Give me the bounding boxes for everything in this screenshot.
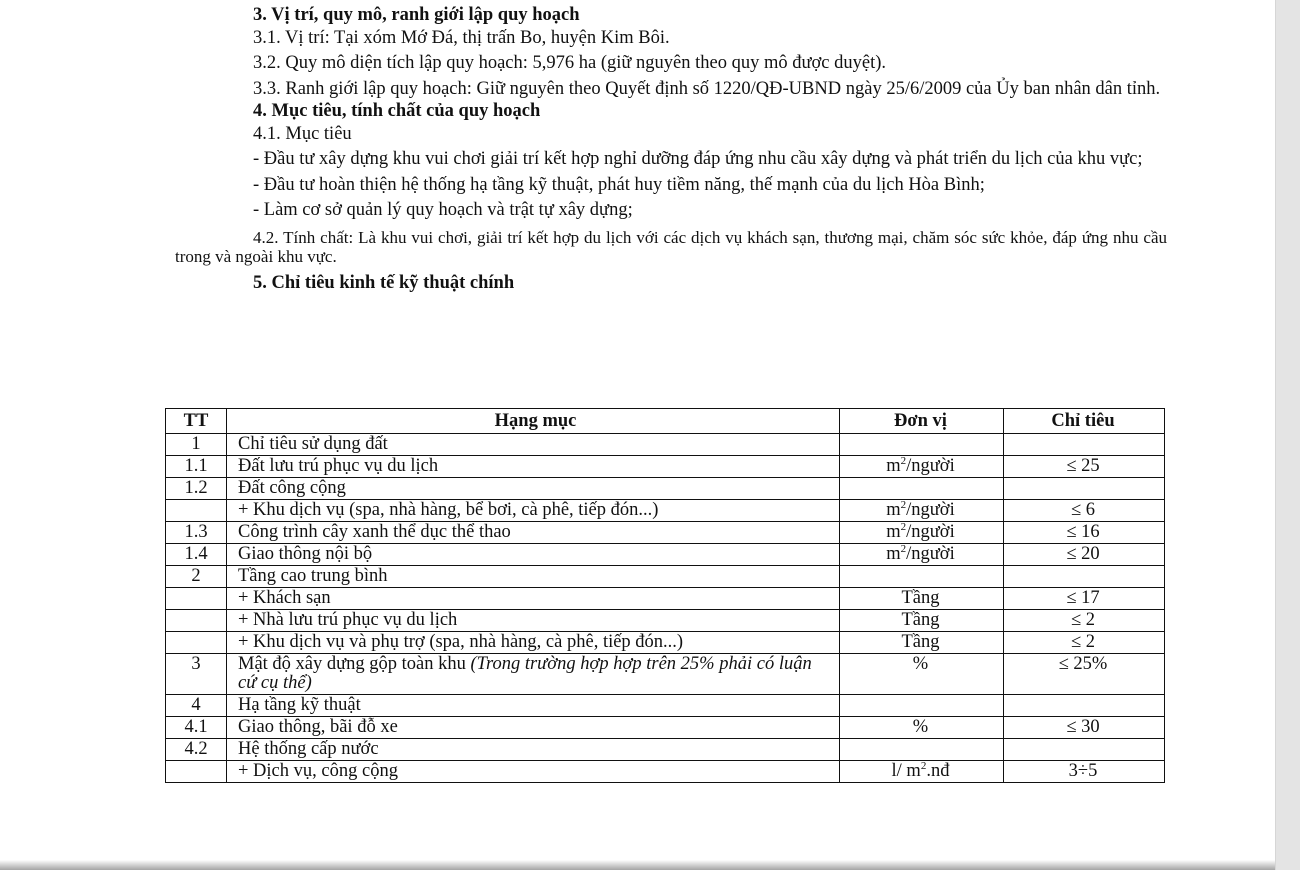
cell-item-text: Tầng cao trung bình xyxy=(238,566,388,586)
cell-item-text: Giao thông, bãi đỗ xe xyxy=(238,717,398,737)
cell-item xyxy=(227,478,840,500)
cell-value xyxy=(1004,739,1165,761)
cell-item-text: Giao thông nội bộ xyxy=(238,544,373,564)
cell-unit xyxy=(840,500,1004,522)
cell-unit-base: Tầng xyxy=(901,588,940,608)
cell-tt: 3 xyxy=(166,654,227,695)
cell-unit-base: % xyxy=(912,717,929,737)
bullet-goal-3: - Làm cơ sở quản lý quy hoạch và trật tự xây dựng; xyxy=(253,200,633,220)
cell-item-text: Chỉ tiêu sử dụng đất xyxy=(238,434,388,454)
cell-tt: 1.1 xyxy=(166,456,227,478)
table-row xyxy=(166,588,1165,610)
cell-unit-superscript: 2 xyxy=(900,542,907,555)
header-unit: Đơn vị xyxy=(840,409,1004,434)
cell-item xyxy=(227,566,840,588)
cell-unit xyxy=(840,695,1004,717)
cell-unit xyxy=(840,434,1004,456)
table-row xyxy=(166,456,1165,478)
table-row xyxy=(166,544,1165,566)
table-row xyxy=(166,566,1165,588)
cell-value: ≤ 6 xyxy=(1004,500,1165,522)
cell-item-text: Hệ thống cấp nước xyxy=(238,739,379,759)
cell-tt: 2 xyxy=(166,566,227,588)
cell-item xyxy=(227,522,840,544)
cell-item xyxy=(227,456,840,478)
cell-tt xyxy=(166,500,227,522)
cell-item xyxy=(227,588,840,610)
cell-unit-base: m xyxy=(886,456,901,476)
section-heading-4: 4. Mục tiêu, tính chất của quy hoạch xyxy=(253,101,541,121)
cell-item xyxy=(227,544,840,566)
table-row xyxy=(166,632,1165,654)
vertical-scrollbar[interactable] xyxy=(1275,0,1300,870)
cell-item-text: + Khách sạn xyxy=(238,588,331,608)
cell-tt xyxy=(166,588,227,610)
cell-tt: 1.2 xyxy=(166,478,227,500)
cell-unit xyxy=(840,544,1004,566)
cell-unit-superscript: 2 xyxy=(900,498,907,511)
cell-value: ≤ 30 xyxy=(1004,717,1165,739)
table-row xyxy=(166,717,1165,739)
cell-tt xyxy=(166,632,227,654)
page-edge-shadow xyxy=(0,860,1275,870)
header-item: Hạng mục xyxy=(227,409,840,434)
cell-item-text: + Khu dịch vụ (spa, nhà hàng, bể bơi, cà phê, tiếp đón...) xyxy=(238,500,659,520)
cell-value xyxy=(1004,566,1165,588)
cell-item-text: Công trình cây xanh thể dục thể thao xyxy=(238,522,511,542)
table-header-row xyxy=(166,409,1165,434)
cell-unit-base: l/ m xyxy=(891,761,921,781)
paragraph-3-1: 3.1. Vị trí: Tại xóm Mớ Đá, thị trấn Bo, huyện Kim Bôi. xyxy=(253,27,670,48)
paragraph-4-1: 4.1. Mục tiêu xyxy=(253,123,352,144)
cell-tt: 4.2 xyxy=(166,739,227,761)
cell-tt: 1.4 xyxy=(166,544,227,566)
cell-item-text: Mật độ xây dựng gộp toàn khu xyxy=(238,654,471,674)
cell-unit xyxy=(840,610,1004,632)
cell-value xyxy=(1004,695,1165,717)
cell-unit-tail: /người xyxy=(906,500,955,520)
cell-value: ≤ 2 xyxy=(1004,632,1165,654)
cell-unit-base: m xyxy=(886,522,901,542)
table-row xyxy=(166,478,1165,500)
cell-value xyxy=(1004,478,1165,500)
cell-tt: 4 xyxy=(166,695,227,717)
cell-unit xyxy=(840,632,1004,654)
cell-unit-base: % xyxy=(912,654,929,674)
cell-unit-base: m xyxy=(886,500,901,520)
cell-item-text: + Nhà lưu trú phục vụ du lịch xyxy=(238,610,458,630)
cell-item xyxy=(227,632,840,654)
table-row xyxy=(166,610,1165,632)
cell-item xyxy=(227,739,840,761)
cell-item xyxy=(227,610,840,632)
cell-item-text: + Dịch vụ, công cộng xyxy=(238,761,398,781)
cell-unit-tail: /người xyxy=(906,522,955,542)
cell-tt: 4.1 xyxy=(166,717,227,739)
cell-unit xyxy=(840,761,1004,783)
section-heading-3: 3. Vị trí, quy mô, ranh giới lập quy hoạch xyxy=(253,5,580,25)
cell-value: ≤ 2 xyxy=(1004,610,1165,632)
table-row xyxy=(166,695,1165,717)
cell-unit xyxy=(840,717,1004,739)
cell-unit-tail: .nđ xyxy=(926,761,950,781)
cell-unit xyxy=(840,566,1004,588)
cell-unit xyxy=(840,522,1004,544)
header-tt: TT xyxy=(166,409,227,434)
cell-value: 3÷5 xyxy=(1004,761,1165,783)
cell-value xyxy=(1004,434,1165,456)
table-row xyxy=(166,434,1165,456)
paragraph-3-3: 3.3. Ranh giới lập quy hoạch: Giữ nguyên theo Quyết định số 1220/QĐ-UBND ngày 25/6/2009 của Ủy ban nhân dân tỉnh. xyxy=(253,78,1161,99)
cell-item-note: (Trong trường hợp hợp trên 25% phải có luận cứ cụ thể) xyxy=(238,654,812,693)
cell-unit-superscript: 2 xyxy=(920,759,927,772)
cell-unit-base: Tầng xyxy=(901,610,940,630)
cell-unit-superscript: 2 xyxy=(900,454,907,467)
cell-unit-tail: /người xyxy=(906,456,955,476)
cell-tt: 1 xyxy=(166,434,227,456)
header-value: Chỉ tiêu xyxy=(1004,409,1165,434)
cell-value: ≤ 20 xyxy=(1004,544,1165,566)
table-body xyxy=(166,434,1165,783)
cell-value: ≤ 25 xyxy=(1004,456,1165,478)
bullet-goal-1: - Đầu tư xây dựng khu vui chơi giải trí kết hợp nghỉ dưỡng đáp ứng nhu cầu xây dựng và phát triển du lịch của khu vực; xyxy=(253,149,1143,169)
cell-value: ≤ 25% xyxy=(1004,654,1165,695)
technical-indicators-table xyxy=(165,408,1165,783)
cell-unit-superscript: 2 xyxy=(900,520,907,533)
cell-unit xyxy=(840,588,1004,610)
cell-item xyxy=(227,695,840,717)
cell-unit xyxy=(840,456,1004,478)
cell-item-text: Hạ tầng kỹ thuật xyxy=(238,695,361,715)
cell-item xyxy=(227,434,840,456)
table-row xyxy=(166,522,1165,544)
paragraph-4-2: 4.2. Tính chất: Là khu vui chơi, giải trí kết hợp du lịch với các dịch vụ khách sạn, thương mại, chăm sóc sức khỏe, đáp ứng nhu cầu trong và ngoài khu vực. xyxy=(175,227,1167,266)
table-row xyxy=(166,739,1165,761)
cell-item-text: Đất lưu trú phục vụ du lịch xyxy=(238,456,439,476)
cell-unit xyxy=(840,654,1004,695)
section-heading-5: 5. Chỉ tiêu kinh tế kỹ thuật chính xyxy=(253,272,515,293)
table-row xyxy=(166,500,1165,522)
document-text xyxy=(175,4,1167,294)
cell-item-text: + Khu dịch vụ và phụ trợ (spa, nhà hàng, cà phê, tiếp đón...) xyxy=(238,632,684,652)
table-row xyxy=(166,654,1165,695)
cell-unit-tail: /người xyxy=(906,544,955,564)
cell-unit-base: m xyxy=(886,544,901,564)
paragraph-3-2: 3.2. Quy mô diện tích lập quy hoạch: 5,976 ha (giữ nguyên theo quy mô được duyệt). xyxy=(253,53,887,73)
cell-unit xyxy=(840,739,1004,761)
cell-item xyxy=(227,654,840,695)
cell-value: ≤ 16 xyxy=(1004,522,1165,544)
cell-value: ≤ 17 xyxy=(1004,588,1165,610)
bullet-goal-2: - Đầu tư hoàn thiện hệ thống hạ tầng kỹ thuật, phát huy tiềm năng, thế mạnh của du lịch Hòa Bình; xyxy=(253,174,985,195)
cell-tt: 1.3 xyxy=(166,522,227,544)
cell-item xyxy=(227,761,840,783)
cell-unit-base: Tầng xyxy=(901,632,940,652)
cell-item xyxy=(227,717,840,739)
cell-item xyxy=(227,500,840,522)
cell-tt xyxy=(166,610,227,632)
table-row xyxy=(166,761,1165,783)
cell-item-text: Đất công cộng xyxy=(238,478,346,498)
cell-tt xyxy=(166,761,227,783)
cell-unit xyxy=(840,478,1004,500)
